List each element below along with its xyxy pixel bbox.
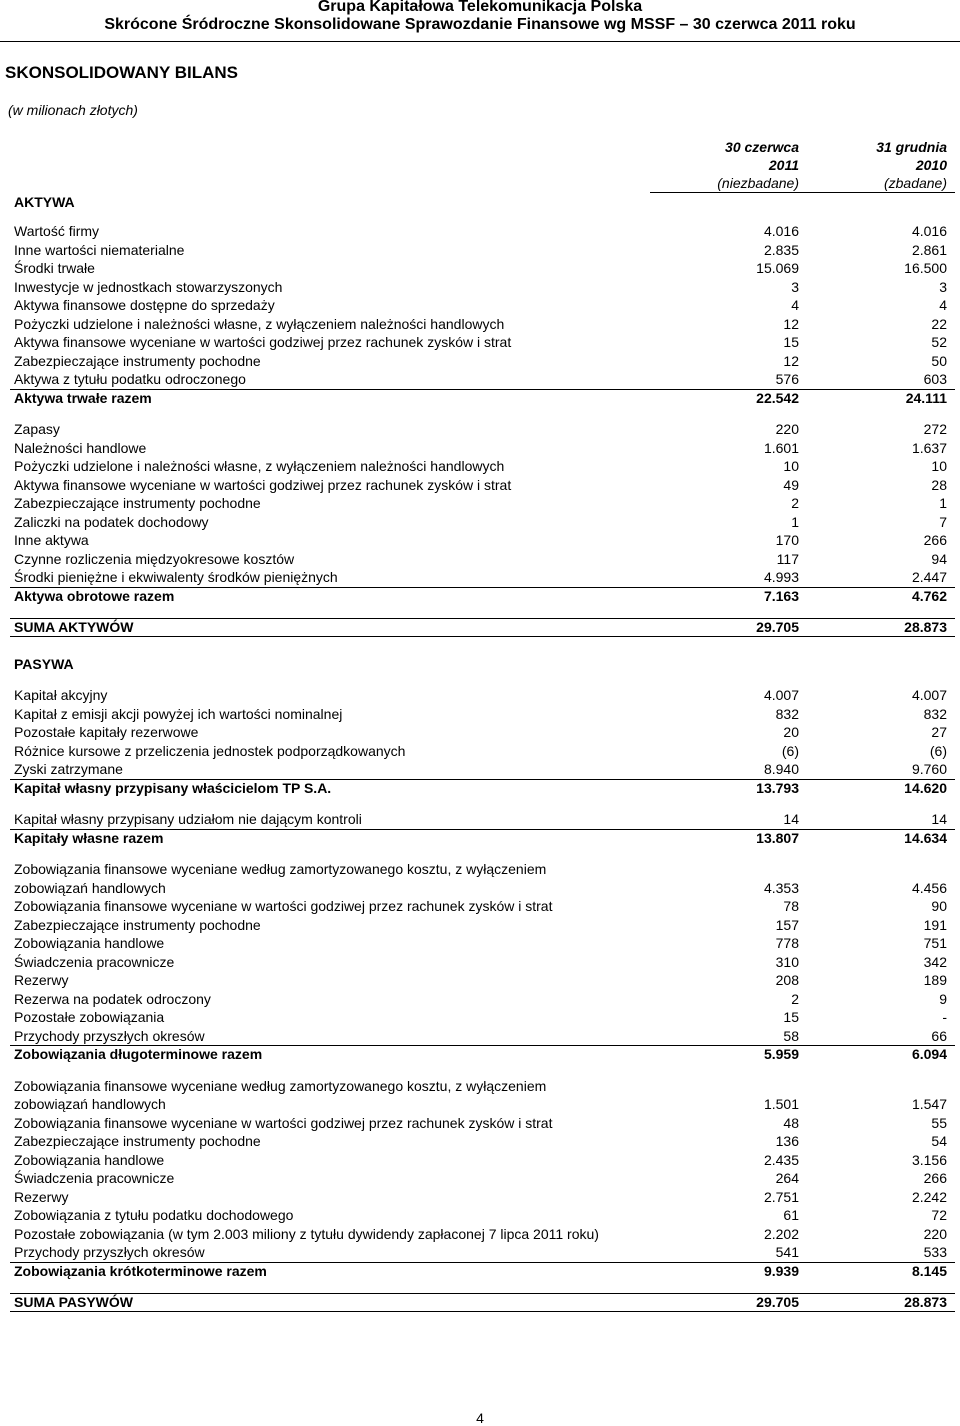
value-31-12-2010: 9 — [939, 990, 947, 1007]
value-31-12-2010: 266 — [923, 1170, 947, 1186]
line-item — [10, 1225, 955, 1244]
value-30-06-2011: 1.501 — [763, 1096, 799, 1112]
balance-section — [10, 810, 955, 847]
value-31-12-2010: 3 — [939, 278, 947, 295]
value-31-12-2010: 16.500 — [904, 260, 947, 276]
value-31-12-2010: 220 — [923, 1225, 947, 1242]
row-label: SUMA PASYWÓW — [14, 1294, 133, 1310]
line-item — [10, 686, 955, 705]
value-30-06-2011: 310 — [775, 953, 799, 970]
row-label: Zapasy — [14, 421, 60, 437]
grand-total-row — [10, 1293, 955, 1312]
row-label: Świadczenia pracownicze — [14, 1170, 175, 1186]
line-item — [10, 742, 955, 761]
value-31-12-2010: - — [942, 1009, 947, 1025]
value-30-06-2011: 2.751 — [763, 1188, 799, 1205]
subtotal-row — [10, 829, 955, 848]
value-31-12-2010: 2.242 — [911, 1188, 947, 1205]
row-label: Zaliczki na podatek dochodowy — [14, 513, 209, 530]
value-31-12-2010: 191 — [923, 916, 947, 933]
value-30-06-2011: 4.993 — [763, 569, 799, 585]
assets-body — [10, 222, 955, 637]
value-31-12-2010: 1.637 — [911, 439, 947, 456]
line-item — [10, 723, 955, 742]
line-item — [10, 222, 955, 241]
value-30-06-2011: 4.007 — [763, 687, 799, 703]
value-31-12-2010: 72 — [931, 1207, 947, 1223]
value-31-12-2010: 3.156 — [911, 1151, 947, 1168]
value-31-12-2010: 1.547 — [911, 1096, 947, 1112]
value-30-06-2011: 7.163 — [763, 587, 799, 604]
line-item — [10, 916, 955, 935]
row-label: Rezerwy — [14, 972, 69, 988]
row-label: Przychody przyszłych okresów — [14, 1027, 205, 1044]
value-30-06-2011: 117 — [776, 550, 799, 567]
value-31-12-2010: 2.861 — [911, 241, 947, 258]
row-label: Pozostałe zobowiązania (w tym 2.003 miliony z tytułu dywidendy zapłaconej 7 lipca 2011 roku) — [14, 1225, 599, 1242]
liabilities-heading: PASYWA — [14, 655, 74, 672]
value-31-12-2010: 14 — [931, 811, 947, 827]
value-31-12-2010: 4.762 — [911, 587, 947, 604]
value-31-12-2010: 189 — [923, 972, 947, 988]
value-31-12-2010: 533 — [923, 1244, 947, 1260]
line-item — [10, 971, 955, 990]
value-31-12-2010: 66 — [931, 1027, 947, 1044]
value-31-12-2010: 7 — [939, 513, 947, 530]
row-label: Rezerwa na podatek odroczony — [14, 990, 211, 1007]
value-31-12-2010: 832 — [923, 705, 947, 722]
column-header-30-06-2011 — [650, 138, 805, 193]
row-label: Inne aktywa — [14, 532, 89, 548]
column-year: 2010 — [915, 156, 947, 173]
line-item — [10, 1008, 955, 1027]
column-header — [10, 138, 955, 212]
line-item — [10, 1027, 955, 1046]
line-item — [10, 897, 955, 916]
document-header — [0, 0, 960, 34]
row-label: Zobowiązania finansowe wyceniane według zamortyzowanego kosztu, z wyłączeniem zobowiązań handlowych — [14, 1077, 547, 1112]
value-31-12-2010: 55 — [931, 1114, 947, 1131]
line-item — [10, 760, 955, 779]
header-divider — [0, 41, 960, 42]
value-30-06-2011: 61 — [783, 1207, 799, 1223]
row-label: Pożyczki udzielone i należności własne, z wyłączeniem należności handlowych — [14, 458, 505, 474]
value-30-06-2011: 5.959 — [763, 1046, 799, 1062]
value-30-06-2011: 3 — [791, 278, 799, 295]
value-30-06-2011: 78 — [783, 898, 799, 914]
line-item — [10, 333, 955, 352]
row-label: Środki trwałe — [14, 260, 95, 276]
line-item — [10, 1206, 955, 1225]
column-header-31-12-2010 — [805, 138, 955, 193]
value-31-12-2010: 4.456 — [911, 879, 947, 896]
row-label: Świadczenia pracownicze — [14, 953, 175, 970]
line-item — [10, 1188, 955, 1207]
value-30-06-2011: 208 — [775, 972, 799, 988]
line-item — [10, 705, 955, 724]
value-31-12-2010: 4.016 — [911, 223, 947, 239]
value-30-06-2011: 4 — [791, 297, 799, 313]
value-31-12-2010: 6.094 — [911, 1046, 947, 1062]
value-30-06-2011: 15 — [783, 1009, 799, 1025]
company-name: Grupa Kapitałowa Telekomunikacja Polska — [317, 0, 643, 15]
line-item — [10, 860, 955, 897]
row-label: Zabezpieczające instrumenty pochodne — [14, 916, 261, 933]
row-label: Zobowiązania krótkoterminowe razem — [14, 1262, 267, 1279]
row-label: Zobowiązania długoterminowe razem — [14, 1046, 263, 1062]
value-30-06-2011: 136 — [775, 1133, 799, 1149]
balance-section — [10, 1077, 955, 1281]
line-item — [10, 370, 955, 389]
row-label: Inwestycje w jednostkach stowarzyszonych — [14, 278, 283, 295]
value-30-06-2011: 2.202 — [763, 1225, 799, 1242]
row-label: Aktywa z tytułu podatku odroczonego — [14, 371, 246, 387]
line-item — [10, 241, 955, 260]
value-30-06-2011: 541 — [775, 1244, 799, 1260]
row-label: Należności handlowe — [14, 439, 147, 456]
row-label: Aktywa finansowe wyceniane w wartości godziwej przez rachunek zysków i strat — [14, 476, 512, 493]
line-item — [10, 990, 955, 1009]
row-label: Aktywa finansowe wyceniane w wartości godziwej przez rachunek zysków i strat — [14, 334, 512, 350]
value-30-06-2011: 58 — [783, 1027, 799, 1044]
value-31-12-2010: 272 — [923, 421, 947, 437]
value-30-06-2011: 832 — [775, 705, 799, 722]
row-label: Wartość firmy — [14, 223, 100, 239]
row-label: Czynne rozliczenia międzyokresowe kosztów — [14, 550, 295, 567]
value-31-12-2010: 90 — [931, 898, 947, 914]
value-30-06-2011: 2.435 — [763, 1151, 799, 1168]
value-30-06-2011: 2 — [791, 990, 799, 1007]
page-number: 4 — [476, 1410, 484, 1426]
line-item — [10, 296, 955, 315]
line-item — [10, 1243, 955, 1262]
value-30-06-2011: 20 — [783, 724, 799, 740]
subtotal-row — [10, 389, 955, 408]
value-31-12-2010: 9.760 — [911, 761, 947, 777]
column-year: 2011 — [768, 156, 799, 173]
row-label: Kapitały własne razem — [14, 829, 164, 846]
column-audit-status: (niezbadane) — [717, 174, 799, 191]
row-label: Aktywa finansowe dostępne do sprzedaży — [14, 297, 275, 313]
value-30-06-2011: 157 — [775, 916, 799, 933]
value-31-12-2010: 27 — [931, 724, 947, 740]
value-30-06-2011: 2 — [791, 495, 799, 511]
value-30-06-2011: 1.601 — [763, 439, 799, 456]
statement-title: SKONSOLIDOWANY BILANS — [5, 63, 238, 82]
value-31-12-2010: 22 — [931, 315, 947, 332]
line-item — [10, 1077, 955, 1114]
value-30-06-2011: 220 — [775, 421, 799, 437]
line-item — [10, 550, 955, 569]
value-30-06-2011: 29.705 — [756, 1294, 799, 1310]
value-31-12-2010: 54 — [931, 1133, 947, 1149]
value-30-06-2011: 264 — [775, 1170, 799, 1186]
value-31-12-2010: 266 — [923, 532, 947, 548]
row-label: Rezerwy — [14, 1188, 69, 1205]
row-label: Zobowiązania z tytułu podatku dochodowego — [14, 1207, 294, 1223]
line-item — [10, 568, 955, 587]
value-30-06-2011: 13.807 — [756, 829, 799, 846]
row-label: Zabezpieczające instrumenty pochodne — [14, 1133, 261, 1149]
value-31-12-2010: 2.447 — [911, 569, 947, 585]
subtotal-row — [10, 1262, 955, 1281]
balance-sheet-table — [10, 222, 955, 1312]
row-label: Kapitał z emisji akcji powyżej ich wartości nominalnej — [14, 705, 343, 722]
value-31-12-2010: 4 — [939, 297, 947, 313]
value-31-12-2010: 14.620 — [904, 779, 947, 796]
balance-section — [10, 686, 955, 797]
assets-heading: AKTYWA — [14, 193, 75, 210]
report-title: Skrócone Śródroczne Skonsolidowane Sprawozdanie Finansowe wg MSSF – 30 czerwca 2011 roku — [104, 16, 856, 33]
row-label: Zobowiązania finansowe wyceniane w wartości godziwej przez rachunek zysków i strat — [14, 898, 553, 914]
row-label: Zobowiązania handlowe — [14, 1151, 165, 1168]
row-label: Inne wartości niematerialne — [14, 241, 185, 258]
balance-section — [10, 222, 955, 407]
value-31-12-2010: 1 — [939, 495, 947, 511]
row-label: Środki pieniężne i ekwiwalenty środków pieniężnych — [14, 569, 338, 585]
line-item — [10, 420, 955, 439]
value-30-06-2011: 22.542 — [756, 389, 799, 406]
value-30-06-2011: 4.016 — [763, 223, 799, 239]
subtotal-row — [10, 779, 955, 798]
row-label: Zyski zatrzymane — [14, 761, 123, 777]
balance-section — [10, 420, 955, 605]
row-label: SUMA AKTYWÓW — [14, 619, 134, 635]
grand-total-row — [10, 618, 955, 637]
unit-note: (w milionach złotych) — [8, 102, 138, 118]
column-date: 30 czerwca — [725, 138, 799, 155]
row-label: Kapitał własny przypisany udziałom nie dającym kontroli — [14, 811, 362, 827]
line-item — [10, 439, 955, 458]
value-30-06-2011: 48 — [783, 1114, 799, 1131]
value-31-12-2010: 52 — [931, 334, 947, 350]
line-item — [10, 953, 955, 972]
column-date: 31 grudnia — [876, 138, 947, 155]
row-label: Pozostałe kapitały rezerwowe — [14, 724, 199, 740]
row-label: Aktywa trwałe razem — [14, 389, 152, 406]
value-30-06-2011: 14 — [783, 811, 799, 827]
line-item — [10, 494, 955, 513]
value-30-06-2011: 9.939 — [763, 1262, 799, 1279]
value-31-12-2010: 50 — [931, 352, 947, 369]
line-item — [10, 1114, 955, 1133]
value-31-12-2010: 751 — [923, 935, 947, 951]
line-item — [10, 513, 955, 532]
row-label: Różnice kursowe z przeliczenia jednostek podporządkowanych — [14, 742, 406, 759]
value-30-06-2011: 12 — [783, 352, 799, 369]
value-31-12-2010: 28.873 — [904, 619, 947, 635]
value-30-06-2011: 576 — [775, 371, 799, 387]
value-30-06-2011: 10 — [783, 458, 799, 474]
value-30-06-2011: 8.940 — [763, 761, 799, 777]
row-label: Kapitał akcyjny — [14, 687, 108, 703]
value-31-12-2010: 342 — [923, 953, 947, 970]
value-30-06-2011: 4.353 — [763, 879, 799, 896]
value-30-06-2011: 2.835 — [763, 241, 799, 258]
row-label: Zabezpieczające instrumenty pochodne — [14, 352, 261, 369]
row-label: Przychody przyszłych okresów — [14, 1244, 205, 1260]
line-item — [10, 457, 955, 476]
value-31-12-2010: 603 — [923, 371, 947, 387]
value-30-06-2011: 15.069 — [756, 260, 799, 276]
line-item — [10, 1132, 955, 1151]
subtotal-row — [10, 587, 955, 606]
line-item — [10, 1151, 955, 1170]
column-audit-status: (zbadane) — [883, 174, 947, 191]
value-31-12-2010: 14.634 — [904, 829, 947, 846]
value-30-06-2011: 49 — [783, 476, 799, 493]
line-item — [10, 278, 955, 297]
value-30-06-2011: 170 — [775, 532, 799, 548]
value-30-06-2011: 13.793 — [756, 779, 799, 796]
row-label: Zobowiązania finansowe wyceniane według zamortyzowanego kosztu, z wyłączeniem zobowiązań handlowych — [14, 861, 547, 896]
row-label: Kapitał własny przypisany właścicielom TP S.A. — [14, 779, 332, 796]
row-label: Zabezpieczające instrumenty pochodne — [14, 495, 261, 511]
value-31-12-2010: 24.111 — [905, 389, 947, 406]
value-31-12-2010: 28 — [931, 476, 947, 493]
line-item — [10, 934, 955, 953]
row-label: Pozostałe zobowiązania — [14, 1009, 165, 1025]
row-label: Zobowiązania finansowe wyceniane w wartości godziwej przez rachunek zysków i strat — [14, 1114, 553, 1131]
balance-section — [10, 860, 955, 1064]
row-label: Pożyczki udzielone i należności własne, z wyłączeniem należności handlowych — [14, 315, 505, 332]
liabilities-body — [10, 686, 955, 1312]
line-item — [10, 531, 955, 550]
value-31-12-2010: 8.145 — [911, 1262, 947, 1279]
line-item — [10, 315, 955, 334]
value-30-06-2011: (6) — [781, 742, 799, 759]
value-30-06-2011: 12 — [783, 315, 799, 332]
value-31-12-2010: 94 — [931, 550, 947, 567]
row-label: Aktywa obrotowe razem — [14, 587, 175, 604]
value-31-12-2010: 28.873 — [904, 1294, 947, 1310]
line-item — [10, 352, 955, 371]
value-30-06-2011: 29.705 — [756, 619, 799, 635]
value-30-06-2011: 15 — [783, 334, 799, 350]
line-item — [10, 476, 955, 495]
line-item — [10, 1169, 955, 1188]
subtotal-row — [10, 1045, 955, 1064]
value-30-06-2011: 778 — [775, 935, 799, 951]
value-30-06-2011: 1 — [791, 513, 799, 530]
line-item — [10, 259, 955, 278]
value-31-12-2010: 4.007 — [911, 687, 947, 703]
value-31-12-2010: (6) — [929, 742, 947, 759]
line-item — [10, 810, 955, 829]
row-label: Zobowiązania handlowe — [14, 935, 165, 951]
value-31-12-2010: 10 — [931, 458, 947, 474]
